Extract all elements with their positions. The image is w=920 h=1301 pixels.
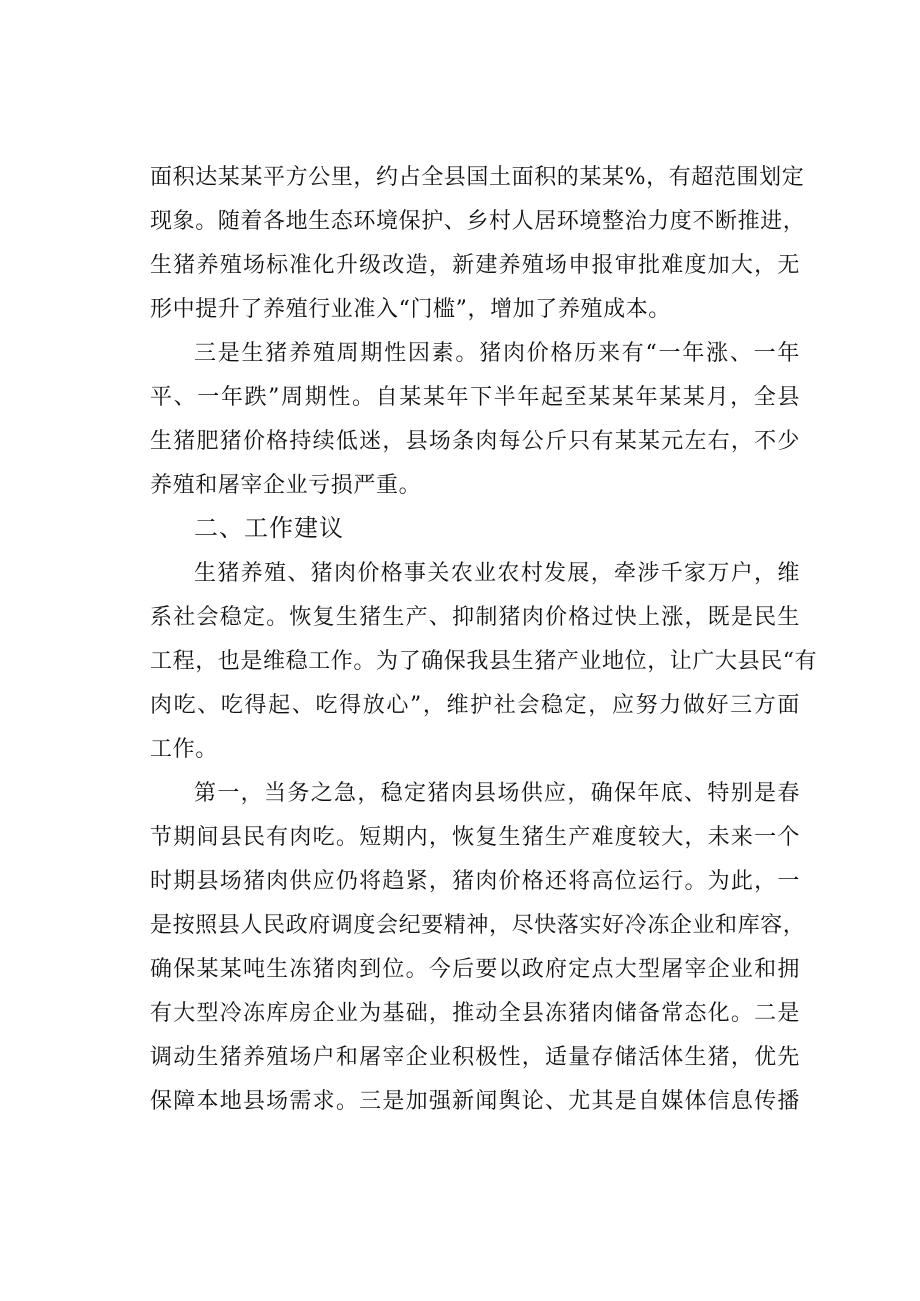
paragraph-line: 生猪养殖场标准化升级改造，新建养殖场申报审批难度加大，无 [150, 253, 800, 278]
paragraph-line: 生猪肥猪价格持续低迷，县场条肉每公斤只有某某元左右，不少 [150, 429, 800, 454]
paragraph-line: 系社会稳定。恢复生猪生产、抑制猪肉价格过快上涨，既是民生 [150, 605, 800, 630]
paragraph-work-suggestions [150, 552, 818, 772]
paragraph-land-area [150, 156, 806, 332]
paragraph-line: 形中提升了养殖行业准入“门槛”，增加了养殖成本。 [150, 297, 671, 322]
paragraph-cycle-factor [150, 332, 800, 508]
paragraph-line: 面积达某某平方公里，约占全县国土面积的某某%，有超范围划定 [150, 165, 805, 190]
paragraph-first-measure [150, 772, 806, 1124]
paragraph-line: 工程，也是维稳工作。为了确保我县生猪产业地位，让广大县民“有 [150, 649, 818, 674]
paragraph-line: 是按照县人民政府调度会纪要精神，尽快落实好冷冻企业和库容， [150, 913, 806, 938]
paragraph-line: 现象。随着各地生态环境保护、乡村人居环境整治力度不断推进， [150, 209, 806, 234]
paragraph-line: 节期间县民有肉吃。短期内，恢复生猪生产难度较大，未来一个 [150, 825, 800, 850]
paragraph-line: 第一，当务之急，稳定猪肉县场供应，确保年底、特别是春 [194, 781, 800, 806]
paragraph-line: 时期县场猪肉供应仍将趋紧，猪肉价格还将高位运行。为此，一 [150, 869, 800, 894]
paragraph-line: 调动生猪养殖场户和屠宰企业积极性，适量存储活体生猪，优先 [150, 1045, 800, 1070]
paragraph-line: 生猪养殖、猪肉价格事关农业农村发展，牵涉千家万户，维 [194, 561, 800, 586]
paragraph-line: 工作。 [150, 737, 218, 762]
paragraph-line: 三是生猪养殖周期性因素。猪肉价格历来有“一年涨、一年 [194, 341, 800, 366]
paragraph-line: 肉吃、吃得起、吃得放心”，维护社会稳定，应努力做好三方面 [150, 693, 800, 718]
paragraph-line: 有大型冷冻库房企业为基础，推动全县冻猪肉储备常态化。二是 [150, 1001, 800, 1026]
paragraph-line: 养殖和屠宰企业亏损严重。 [150, 473, 422, 498]
paragraph-line: 确保某某吨生冻猪肉到位。今后要以政府定点大型屠宰企业和拥 [150, 957, 800, 982]
paragraph-line: 保障本地县场需求。三是加强新闻舆论、尤其是自媒体信息传播 [150, 1089, 800, 1114]
section-heading: 二、工作建议 [194, 514, 344, 542]
paragraph-line: 平、一年跌”周期性。自某某年下半年起至某某年某某月，全县 [150, 385, 800, 410]
